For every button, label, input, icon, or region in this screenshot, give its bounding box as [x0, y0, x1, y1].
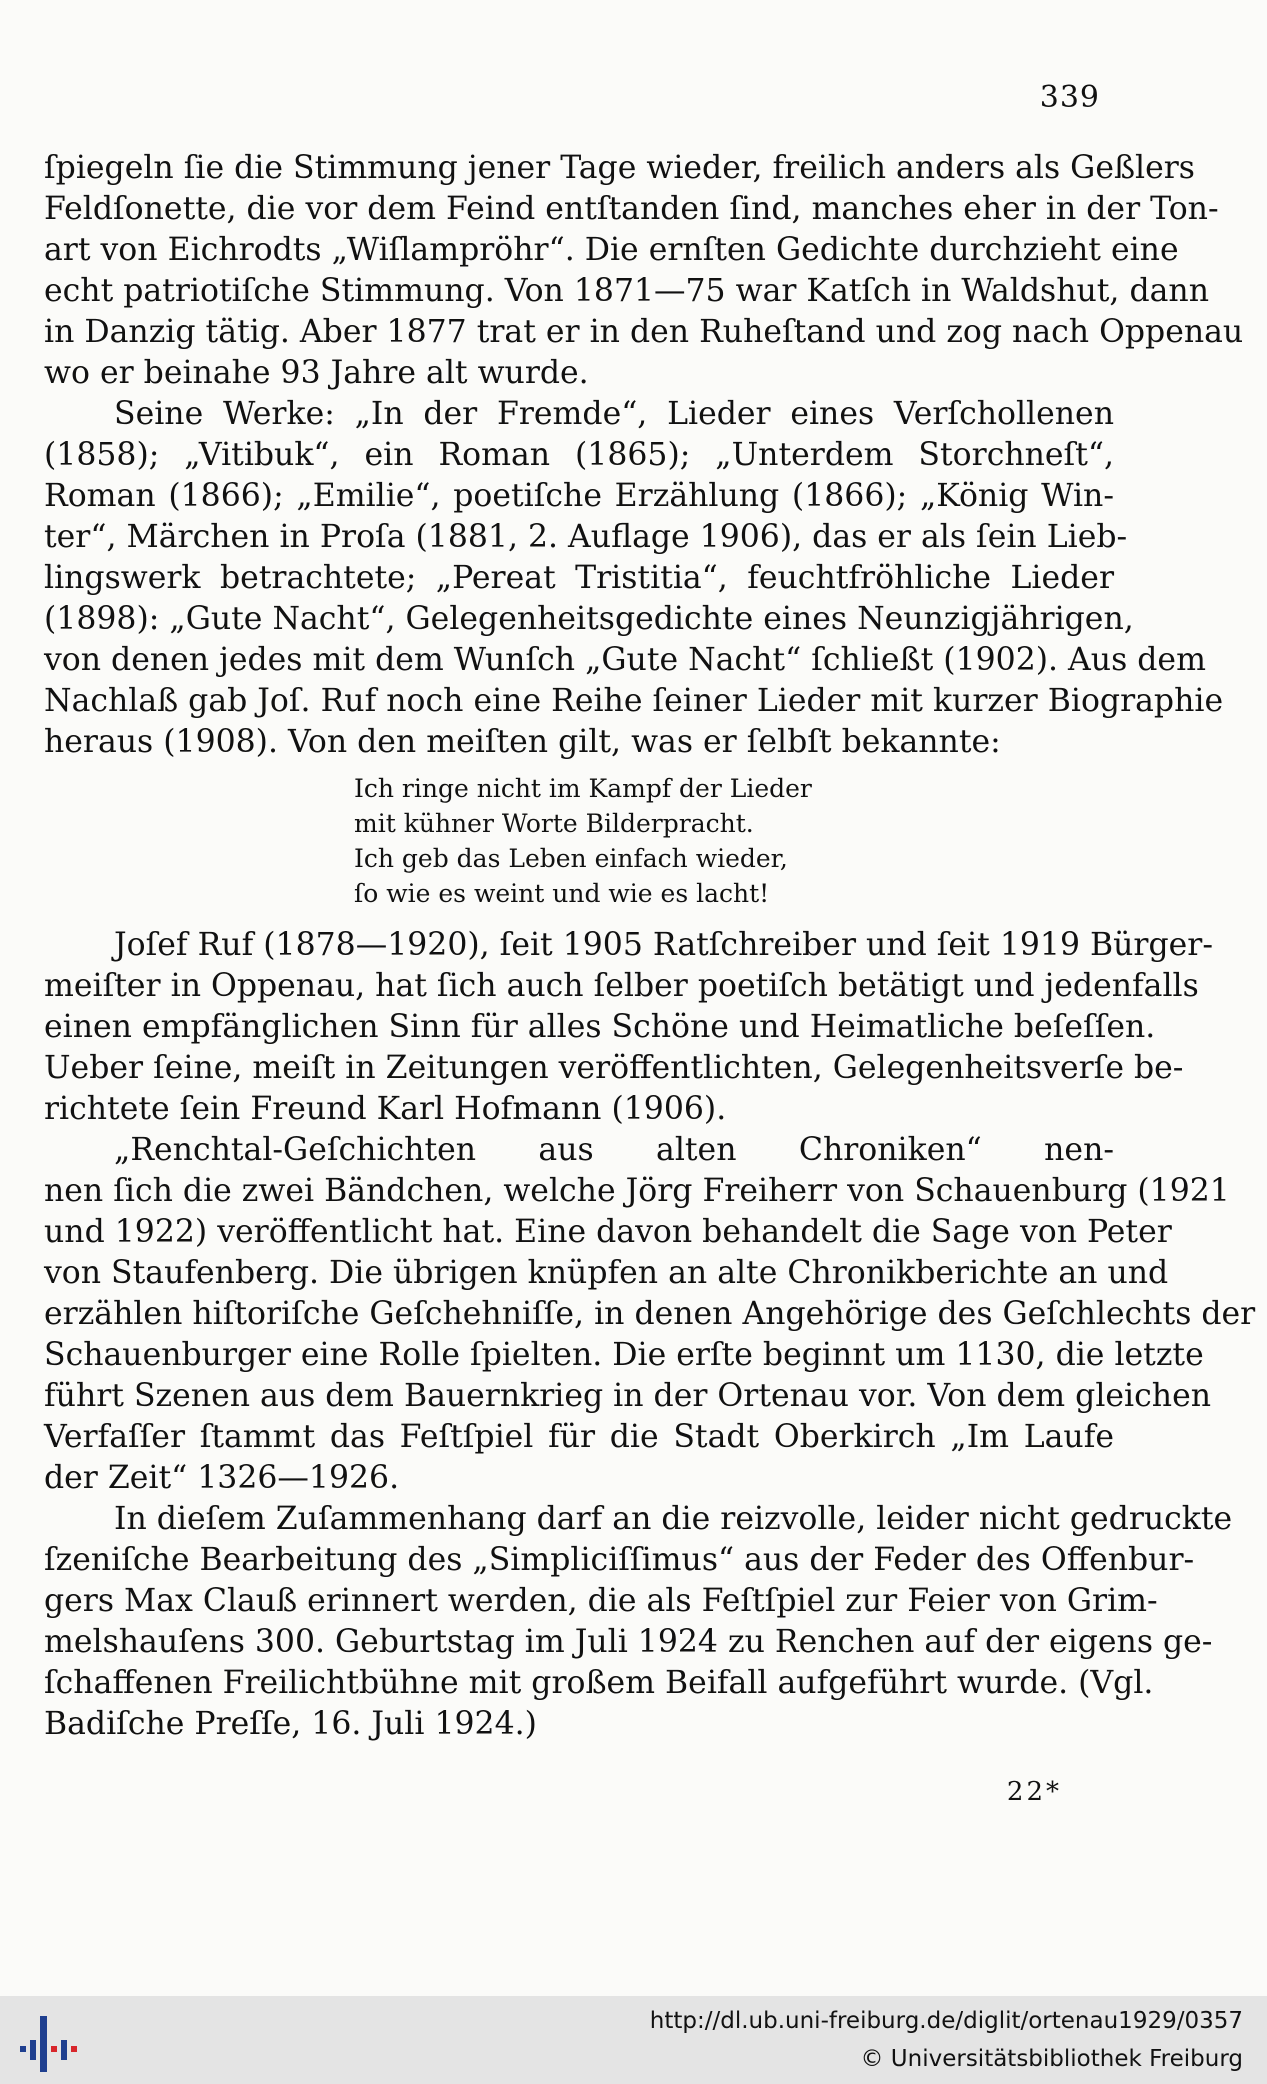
text-line: von Staufenberg. Die übrigen knüpfen an alte Chronikberichte an und: [44, 1255, 1169, 1291]
text-line: Ueber ſeine, meiſt in Zeitungen veröffentlichten, Gelegenheitsverſe be-: [44, 1050, 1184, 1086]
text-line: nen ſich die zwei Bändchen, welche Jörg Freiherr von Schauenburg (1921: [44, 1173, 1230, 1209]
text-line: „Renchtal-Geſchichten aus alten Chroniken“ nen-: [114, 1132, 1114, 1168]
text-line: In dieſem Zuſammenhang darf an die reizvolle, leider nicht gedruckte: [114, 1501, 1233, 1537]
footer-bar: [0, 1996, 1267, 2084]
text-line: erzählen hiſtoriſche Geſchehniſſe, in denen Angehörige des Geſchlechts der: [44, 1296, 1256, 1332]
poem-line: Ich ringe nicht im Kampf der Lieder: [354, 774, 812, 803]
sheet-signature: 22*: [1006, 1777, 1062, 1807]
text-line: der Zeit“ 1326—1926.: [44, 1460, 400, 1496]
poem-line: ſo wie es weint und wie es lacht!: [354, 879, 770, 908]
text-line: wo er beinahe 93 Jahre alt wurde.: [44, 355, 589, 391]
text-line: richtete ſein Freund Karl Hofmann (1906).: [44, 1091, 727, 1127]
text-line: und 1922) veröffentlicht hat. Eine davon behandelt die Sage von Peter: [44, 1214, 1172, 1250]
text-line: führt Szenen aus dem Bauernkrieg in der Ortenau vor. Von dem gleichen: [44, 1378, 1211, 1414]
document-url[interactable]: http://dl.ub.uni-freiburg.de/diglit/ortenau1929/0357: [649, 2008, 1243, 2034]
text-line: meiſter in Oppenau, hat ſich auch ſelber poetiſch betätigt und jedenfalls: [44, 968, 1199, 1004]
text-line: lingswerk betrachtete; „Pereat Tristitia“, feuchtfröhliche Lieder: [44, 560, 1114, 596]
text-line: Verfaſſer ſtammt das Feſtſpiel für die Stadt Oberkirch „Im Laufe: [44, 1419, 1114, 1455]
text-line: heraus (1908). Von den meiſten gilt, was er ſelbſt bekannte:: [44, 724, 1001, 760]
text-line: gers Max Clauß erinnert werden, die als Feſtſpiel zur Feier von Grim-: [44, 1583, 1158, 1619]
ub-freiburg-logo-icon: [14, 2006, 84, 2076]
poem-line: mit kühner Worte Bilderpracht.: [354, 809, 754, 838]
text-line: melshauſens 300. Geburtstag im Juli 1924 zu Renchen auf der eigens ge-: [44, 1624, 1213, 1660]
text-line: Badiſche Preſſe, 16. Juli 1924.): [44, 1706, 537, 1742]
text-line: ſchaffenen Freilichtbühne mit großem Beifall aufgeführt wurde. (Vgl.: [44, 1665, 1154, 1701]
text-line: Joſef Ruf (1878—1920), ſeit 1905 Ratſchreiber und ſeit 1919 Bürger-: [114, 927, 1213, 963]
text-line: ſzeniſche Bearbeitung des „Simpliciſſimus“ aus der Feder des Offenbur-: [44, 1542, 1195, 1578]
body-text: [44, 148, 1256, 1745]
text-line: (1898): „Gute Nacht“, Gelegenheitsgedichte eines Neunzigjährigen,: [44, 601, 1134, 637]
page-number: 339: [1039, 80, 1100, 115]
text-line: Nachlaß gab Joſ. Ruf noch eine Reihe ſeiner Lieder mit kurzer Biographie: [44, 683, 1224, 719]
text-line: einen empfänglichen Sinn für alles Schöne und Heimatliche beſeſſen.: [44, 1009, 1156, 1045]
text-line: ter“, Märchen in Proſa (1881, 2. Auflage 1906), das er als ſein Lieb-: [44, 519, 1128, 555]
copyright-notice: © Universitätsbibliothek Freiburg: [860, 2046, 1243, 2072]
text-line: Schauenburger eine Rolle ſpielten. Die erſte beginnt um 1130, die letzte: [44, 1337, 1204, 1373]
text-line: ſpiegeln ſie die Stimmung jener Tage wieder, freilich anders als Geßlers: [44, 150, 1195, 186]
text-line: echt patriotiſche Stimmung. Von 1871—75 war Katſch in Waldshut, dann: [44, 273, 1209, 309]
text-line: von denen jedes mit dem Wunſch „Gute Nacht“ ſchließt (1902). Aus dem: [44, 642, 1206, 678]
text-line: Seine Werke: „In der Fremde“, Lieder eines Verſchollenen: [114, 396, 1114, 432]
text-line: Roman (1866); „Emilie“, poetiſche Erzählung (1866); „König Win-: [44, 478, 1114, 514]
text-line: art von Eichrodts „Wiſlampröhr“. Die ernſten Gedichte durchzieht eine: [44, 232, 1179, 268]
text-line: Feldſonette, die vor dem Feind entſtanden ſind, manches eher in der Ton-: [44, 191, 1219, 227]
poem-quote: [44, 771, 1114, 911]
text-line: (1858); „Vitibuk“, ein Roman (1865); „Unterdem Storchneſt“,: [44, 437, 1114, 473]
poem-line: Ich geb das Leben einfach wieder,: [354, 844, 788, 873]
text-line: in Danzig tätig. Aber 1877 trat er in den Ruheſtand und zog nach Oppenau: [44, 314, 1244, 350]
